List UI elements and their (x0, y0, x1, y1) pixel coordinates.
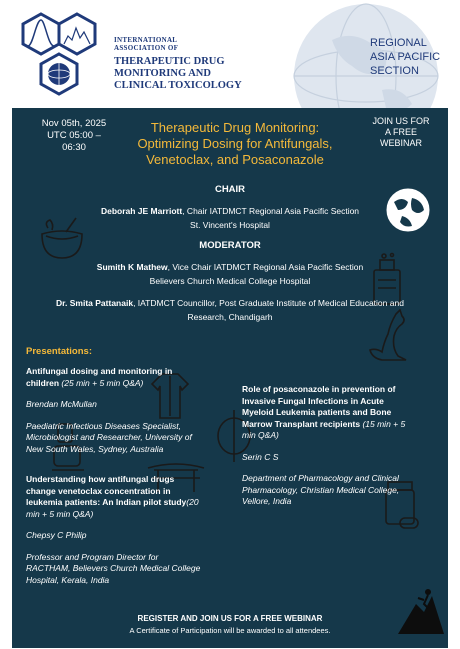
moderator2-name: Dr. Smita Pattanaik (56, 298, 134, 308)
region-label (370, 36, 454, 78)
p3-title-4: Marrow Transplant recipients (242, 418, 361, 429)
p1-speaker: Brendan McMullan (26, 399, 97, 409)
moderator1-name: Sumith K Mathew (96, 262, 168, 272)
moderator1-affiliation: Believers Church Medical College Hospital (149, 276, 311, 286)
p3-role-3: Vellore, India (242, 496, 292, 506)
p3-title-2: Invasive Fungal Infections in Acute (242, 395, 384, 406)
register-link[interactable]: REGISTER AND JOIN US FOR A FREE WEBINAR (137, 614, 323, 623)
hexagon-logo-icon (18, 10, 110, 98)
p3-title-1: Role of posaconazole in prevention of (242, 384, 396, 394)
moderator1-role: , Vice Chair IATDMCT Regional Asia Pacific Section (167, 262, 364, 272)
org-name-2: MONITORING AND (114, 68, 211, 79)
p3-time-2: min Q&A) (242, 430, 279, 440)
presentations-heading: Presentations: (26, 346, 92, 357)
chair-role: , Chair IATDMCT Regional Asia Pacific Section (182, 206, 360, 216)
event-title-1: Therapeutic Drug Monitoring: (150, 120, 320, 135)
presentation-2 (26, 474, 246, 586)
event-date: Nov 05th, 2025 (41, 118, 107, 129)
p2-time-1: (20 (186, 497, 199, 507)
org-name-3: CLINICAL TOXICOLOGY (114, 80, 242, 91)
org-prefix (114, 36, 178, 52)
join-line-2: A FREE (384, 127, 417, 137)
chair-affiliation: St. Vincent's Hospital (190, 220, 270, 230)
join-line-3: WEBINAR (379, 138, 422, 148)
event-datetime (34, 118, 114, 154)
org-name-1: THERAPEUTIC DRUG (114, 56, 225, 67)
presentation-3 (242, 384, 442, 508)
p2-title-3: leukemia patients: An Indian pilot study (26, 497, 187, 507)
event-time-1: UTC 05:00 – (47, 130, 101, 141)
p2-title-2: change venetoclax concentration in (26, 485, 171, 496)
org-line-2: ASSOCIATION OF (114, 44, 179, 52)
p3-speaker: Serin C S (242, 451, 279, 462)
p1-role-3: New South Wales, Sydney, Australia (26, 443, 164, 454)
p2-title-1: Understanding how antifungal drugs (26, 474, 175, 484)
event-title-2: Optimizing Dosing for Antifungals, (137, 136, 333, 151)
p1-role-2: Microbiologist and Researcher, University of (26, 432, 192, 442)
p1-title-2: children (26, 377, 60, 388)
moderator-heading: MODERATOR (199, 240, 261, 251)
p1-role-1: Paediatric Infectious Diseases Specialist, (26, 420, 181, 431)
event-title-3: Venetoclax, and Posaconazole (146, 152, 324, 167)
region-line-1: REGIONAL (370, 37, 427, 49)
main-panel (12, 108, 448, 648)
region-line-2: ASIA PACIFIC (370, 51, 441, 63)
presentation-1 (26, 366, 236, 455)
org-line-1: INTERNATIONAL (114, 36, 178, 44)
join-line-1: JOIN US FOR (372, 116, 430, 126)
org-name (114, 56, 242, 92)
region-line-3: SECTION (370, 65, 419, 77)
certificate-note: A Certificate of Participation will be awarded to all attendees. (129, 626, 331, 635)
join-banner (358, 116, 444, 149)
moderator1-line (12, 262, 448, 273)
chair-line (12, 206, 448, 217)
chair-name: Deborah JE Marriott (100, 206, 183, 216)
p3-role-2: Pharmacology, Christian Medical College, (242, 484, 400, 495)
p2-role-2: RACTHAM, Believers Church Medical College (26, 563, 201, 573)
chair-heading: CHAIR (214, 184, 246, 195)
p2-role-1: Professor and Program Director for (26, 551, 159, 562)
event-title (110, 120, 360, 168)
p3-title-3: Myeloid Leukemia patients and Bone (242, 407, 392, 417)
p2-speaker: Chepsy C Philip (26, 530, 87, 540)
moderator2-line (12, 298, 448, 309)
moderator2-role: , IATDMCT Councillor, Post Graduate Institute of Medical Education and (133, 298, 404, 308)
p2-time-2: min + 5 min Q&A) (26, 508, 94, 519)
event-time-2: 06:30 (62, 142, 86, 153)
p3-time-1: (15 min + 5 (360, 418, 406, 429)
p3-role-1: Department of Pharmacology and Clinical (242, 473, 399, 483)
p1-title-1: Antifungal dosing and monitoring in (26, 366, 173, 376)
header (0, 0, 460, 108)
p1-time: (25 min + 5 min Q&A) (59, 377, 144, 388)
moderator2-affiliation: Research, Chandigarh (187, 312, 273, 322)
p2-role-3: Hospital, Kerala, India (26, 574, 110, 585)
